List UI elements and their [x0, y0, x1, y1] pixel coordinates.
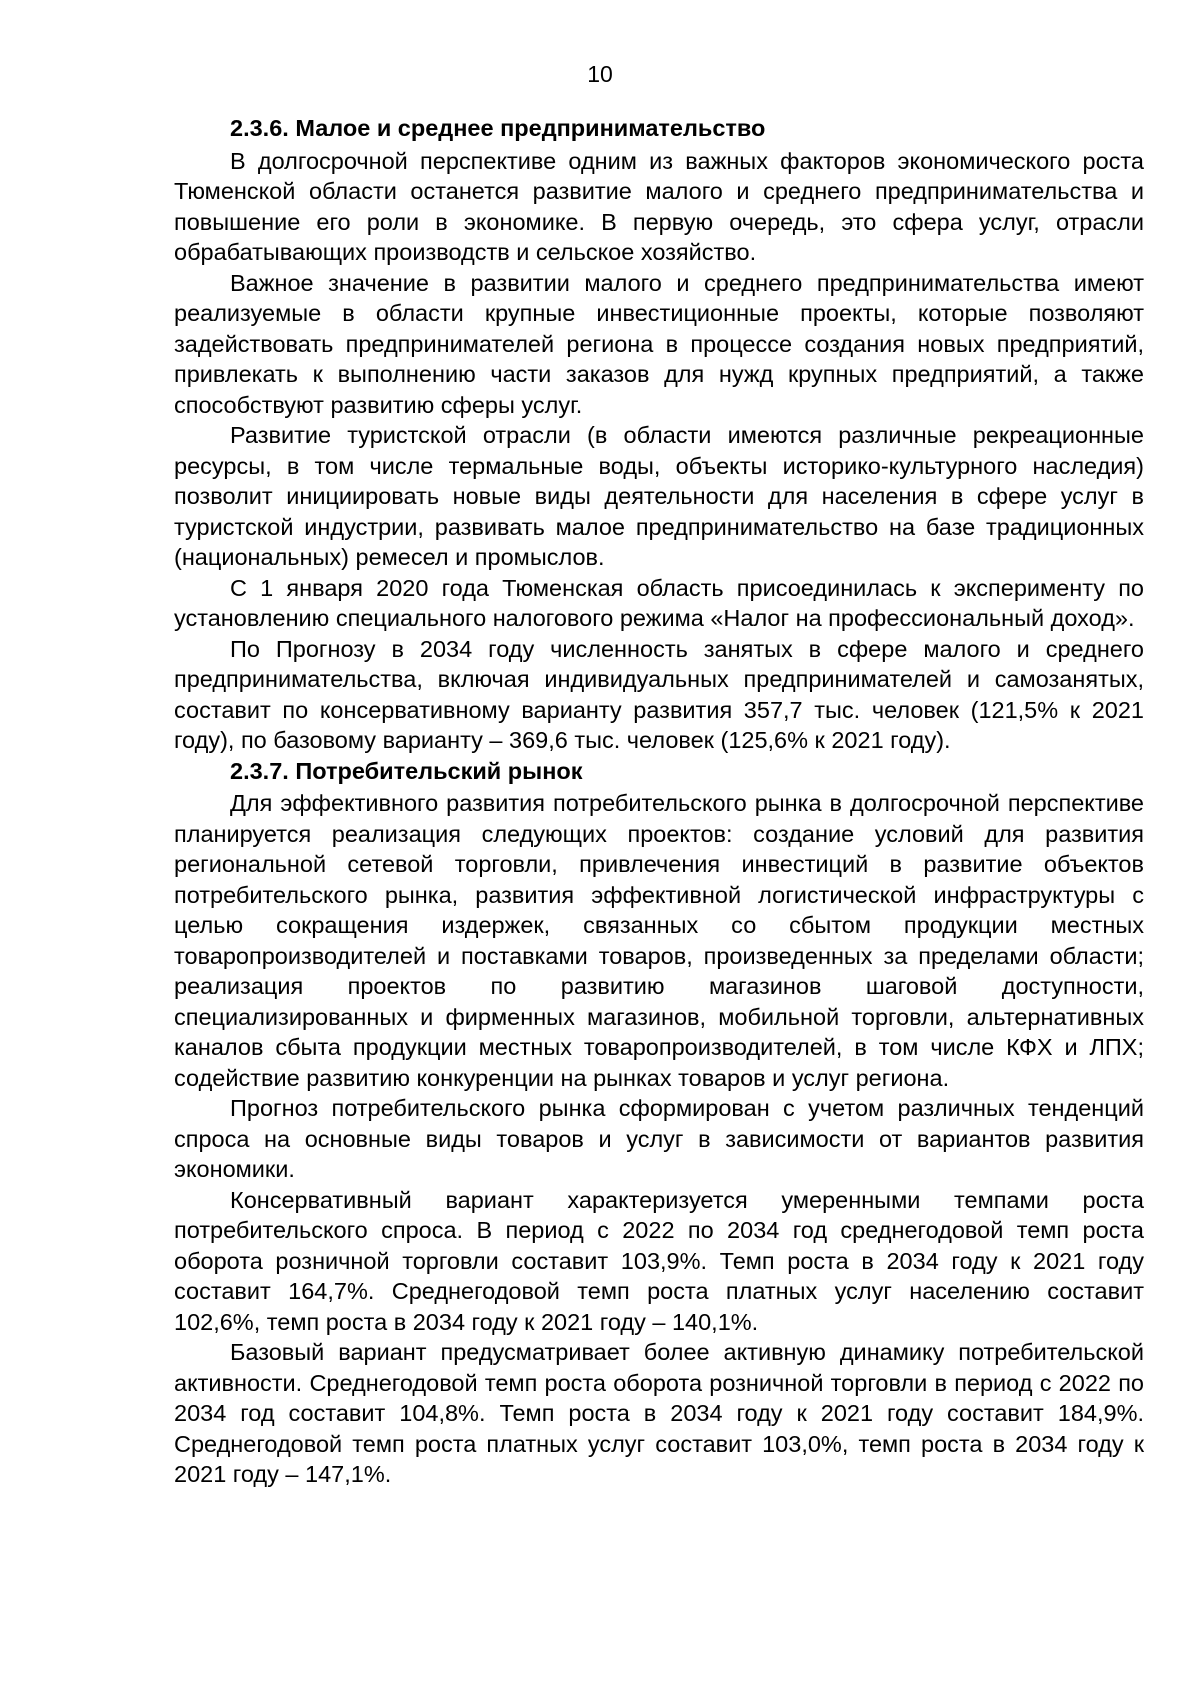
section-heading: 2.3.6. Малое и среднее предпринимательство — [230, 115, 766, 141]
paragraph: Базовый вариант предусматривает более активную динамику потребительской активности. Среднегодовой темп роста оборота розничной торговли в период с 2022 по 2034 год составит 104,8%. Темп роста в 2034 году к 2021 году составит 184,9%. Среднегодовой темп роста платных услуг составит 103,0%, темп роста в 2034 году к 2021 году – 147,1%. — [174, 1339, 1144, 1487]
section-heading: 2.3.7. Потребительский рынок — [230, 757, 583, 784]
page-number: 10 — [587, 61, 613, 87]
paragraph: Консервативный вариант характеризуется умеренными темпами роста потребительского спроса. В период с 2022 по 2034 год среднегодовой темп роста оборота розничной торговли составит 103,9%. Темп роста в 2034 году к 2021 году составит 164,7%. Среднегодовой темп роста платных услуг населению составит 102,6%, темп роста в 2034 году к 2021 году – 140,1%. — [174, 1186, 1144, 1335]
section-consumer-market — [174, 756, 1144, 1490]
paragraph: С 1 января 2020 года Тюменская область присоединилась к эксперименту по установлению специального налогового режима «Налог на профессиональный доход». — [174, 574, 1144, 631]
paragraph: Развитие туристской отрасли (в области имеются различные рекреационные ресурсы, в том числе термальные воды, объекты историко-культурного наследия) позволит инициировать новые виды деятельности для населения в сфере услуг в туристской индустрии, развивать малое предпринимательство на базе традиционных (национальных) ремесел и промыслов. — [174, 422, 1144, 570]
paragraph: По Прогнозу в 2034 году численность занятых в сфере малого и среднего предпринимательства, включая индивидуальных предпринимателей и самозанятых, составит по консервативному варианту развития 357,7 тыс. человек (121,5% к 2021 году), по базовому варианту – 369,6 тыс. человек (125,6% к 2021 году). — [174, 635, 1144, 753]
paragraph: Прогноз потребительского рынка сформирован с учетом различных тенденций спроса на основные виды товаров и услуг в зависимости от вариантов развития экономики. — [174, 1095, 1144, 1182]
paragraph: В долгосрочной перспективе одним из важных факторов экономического роста Тюменской области останется развитие малого и среднего предпринимательства и повышение его роли в экономике. В первую очередь, это сфера услуг, отрасли обрабатывающих производств и сельское хозяйство. — [174, 147, 1144, 265]
page-content — [174, 113, 1144, 1490]
section-small-medium-business — [174, 113, 1144, 756]
paragraph: Важное значение в развитии малого и среднего предпринимательства имеют реализуемые в области крупные инвестиционные проекты, которые позволяют задействовать предпринимателей региона в процессе создания новых предприятий, привлекать к выполнению части заказов для нужд крупных предприятий, а также способствуют развитию сферы услуг. — [174, 269, 1144, 418]
paragraph: Для эффективного развития потребительского рынка в долгосрочной перспективе планируется реализация следующих проектов: создание условий для развития региональной сетевой торговли, привлечения инвестиций в развитие объектов потребительского рынка, развития эффективной логистической инфраструктуры с целью сокращения издержек, связанных со сбытом продукции местных товаропроизводителей и поставками товаров, произведенных за пределами области; реализация проектов по развитию магазинов шаговой доступности, специализированных и фирменных магазинов, мобильной торговли, альтернативных каналов сбыта продукции местных товаропроизводителей, в том числе КФХ и ЛПХ; содействие развитию конкуренции на рынках товаров и услуг региона. — [174, 790, 1144, 1091]
